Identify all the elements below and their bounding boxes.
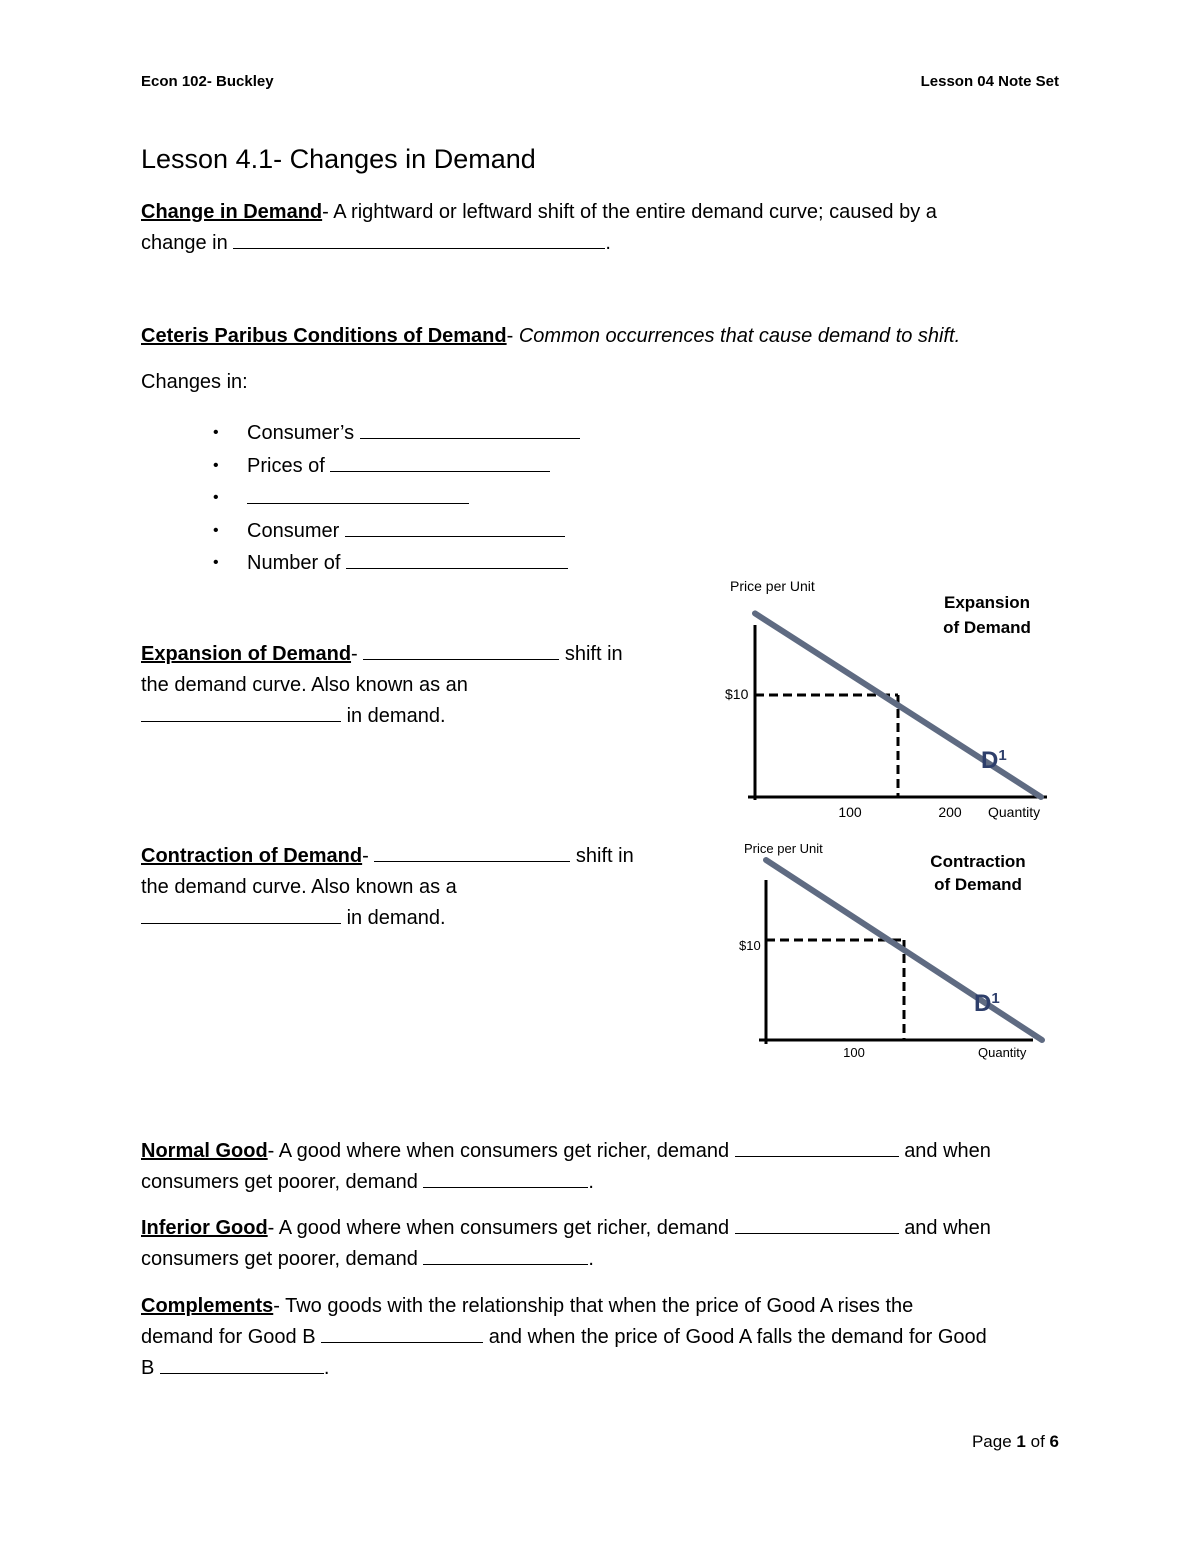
fill-blank[interactable] — [345, 518, 565, 537]
term-complements: Complements — [141, 1295, 274, 1317]
fill-blank[interactable] — [330, 453, 550, 472]
list-item: • — [247, 482, 580, 515]
term-inferior-good: Inferior Good — [141, 1217, 268, 1239]
fill-blank[interactable] — [346, 550, 568, 569]
term-normal-good: Normal Good — [141, 1140, 268, 1162]
x-tick-label: 200 — [938, 804, 962, 820]
curve-label: $D^1$ — [974, 990, 1000, 1017]
curve-label: $D^1$ — [981, 747, 1007, 774]
fill-blank[interactable] — [160, 1355, 324, 1374]
fill-blank[interactable] — [247, 485, 469, 504]
page-total: 6 — [1049, 1432, 1059, 1451]
fill-blank[interactable] — [735, 1138, 899, 1157]
list-item: • Consumer — [247, 515, 580, 548]
y-axis-label: Price per Unit — [744, 841, 823, 856]
term-change-in-demand: Change in Demand — [141, 201, 323, 223]
contraction-def: Contraction of Demand- shift in the demand curve. Also known as a in demand. — [141, 845, 634, 929]
chart-title-line-1: Contraction — [930, 852, 1026, 871]
contraction-chart — [730, 835, 1050, 1070]
y-axis-label: Price per Unit — [730, 578, 815, 594]
x-tick-label: 100 — [838, 804, 862, 820]
fill-blank[interactable] — [363, 641, 559, 660]
y-tick-label: $10 — [739, 938, 761, 953]
change-in-demand-def: Change in Demand- A rightward or leftward shift of the entire demand curve; caused by a change in . — [141, 201, 937, 254]
inferior-good-def: Inferior Good- A good where when consumers get richer, demand and when consumers get poorer, demand . — [141, 1217, 991, 1270]
page-title: Lesson 4.1- Changes in Demand — [141, 144, 536, 174]
expansion-chart — [715, 570, 1065, 830]
ceteris-paribus-def: Ceteris Paribus Conditions of Demand- Common occurrences that cause demand to shift. — [141, 325, 961, 347]
ceteris-paribus-list — [213, 417, 580, 580]
x-axis-label: Quantity — [978, 1045, 1027, 1060]
list-item: • Number of — [247, 547, 580, 580]
expansion-def: Expansion of Demand- shift in the demand curve. Also known as an in demand. — [141, 643, 623, 727]
fill-blank[interactable] — [374, 843, 570, 862]
fill-blank[interactable] — [321, 1324, 483, 1343]
fill-blank[interactable] — [233, 230, 605, 249]
chart-title-line-1: Expansion — [944, 593, 1030, 612]
fill-blank[interactable] — [141, 905, 341, 924]
chart-title-line-2: of Demand — [934, 875, 1022, 894]
header-left: Econ 102- Buckley — [141, 73, 274, 90]
fill-blank[interactable] — [360, 420, 580, 439]
list-item: • Consumer’s — [247, 417, 580, 450]
fill-blank[interactable] — [423, 1246, 588, 1265]
changes-in-label: Changes in: — [141, 371, 248, 393]
fill-blank[interactable] — [141, 703, 341, 722]
term-contraction-of-demand: Contraction of Demand — [141, 845, 363, 867]
fill-blank[interactable] — [735, 1215, 899, 1234]
normal-good-def: Normal Good- A good where when consumers get richer, demand and when consumers get poorer, demand . — [141, 1140, 991, 1193]
x-tick-label: 100 — [843, 1045, 865, 1060]
page-footer: Page 1 of 6 — [971, 1432, 1059, 1451]
complements-def: Complements- Two goods with the relationship that when the price of Good A rises the demand for Good B and when the price of Good A falls the demand for Good B . — [141, 1295, 987, 1379]
chart-title-line-2: of Demand — [943, 618, 1031, 637]
header-right: Lesson 04 Note Set — [920, 73, 1059, 90]
list-item: • Prices of — [247, 450, 580, 483]
term-ceteris-paribus: Ceteris Paribus Conditions of Demand — [141, 325, 507, 347]
term-expansion-of-demand: Expansion of Demand — [141, 643, 352, 665]
y-tick-label: $10 — [725, 686, 749, 702]
fill-blank[interactable] — [423, 1169, 588, 1188]
page-number: 1 — [1016, 1432, 1026, 1451]
x-axis-label: Quantity — [988, 804, 1041, 820]
